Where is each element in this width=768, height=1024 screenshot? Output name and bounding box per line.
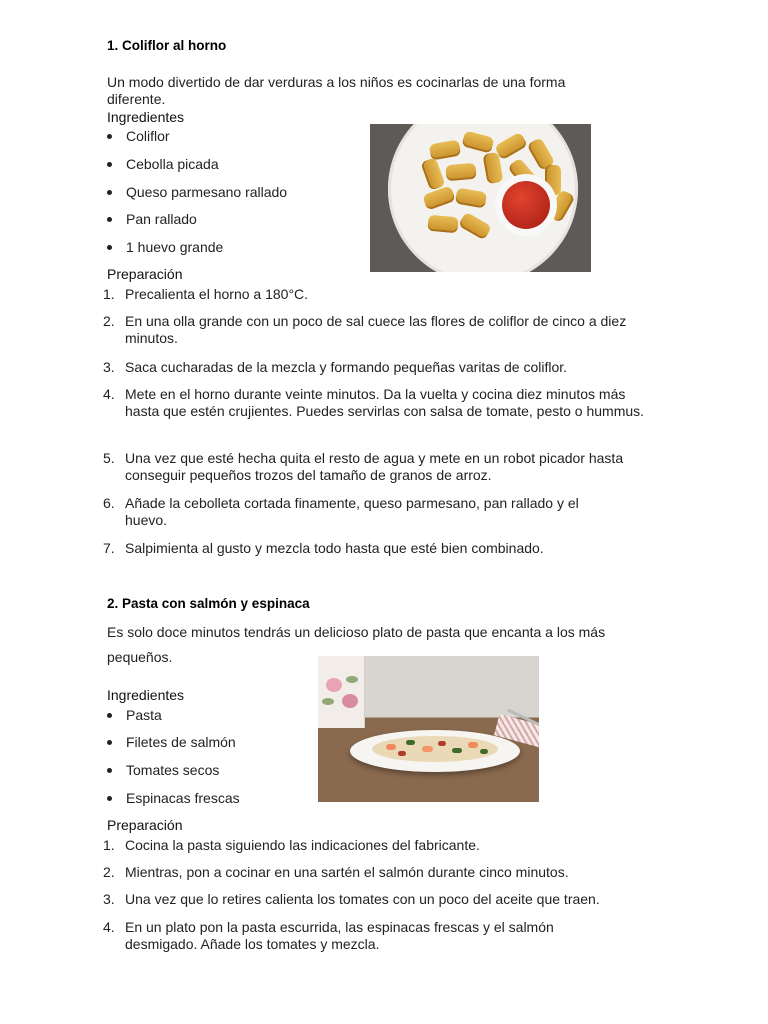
list-item: Queso parmesano rallado <box>126 184 287 200</box>
list-item: Cebolla picada <box>126 156 219 172</box>
list-item: 2. Mientras, pon a cocinar en una sartén el salmón durante cinco minutos. <box>103 864 569 880</box>
list-item: 2. En una olla grande con un poco de sal cuece las flores de coliflor de cinco a diez minutos. <box>103 313 627 346</box>
list-item: 1. Cocina la pasta siguiendo las indicaciones del fabricante. <box>103 837 480 853</box>
recipe1-ingredients-heading: Ingredientes <box>107 109 185 125</box>
list-item: Coliflor <box>126 128 170 144</box>
recipe2-title: 2. Pasta con salmón y espinaca <box>107 596 310 611</box>
list-item: 4. En un plato pon la pasta escurrida, las espinacas frescas y el salmón desmigado. Añade los tomates y mezcla. <box>103 919 554 952</box>
list-item: 7. Salpimienta al gusto y mezcla todo hasta que esté bien combinado. <box>103 540 544 556</box>
recipe2-ingredients-heading: Ingredientes <box>107 687 185 703</box>
recipe2-intro: Es solo doce minutos tendrás un delicioso plato de pasta que encanta a los más pequeños. <box>107 624 606 665</box>
list-item: Espinacas frescas <box>126 790 240 806</box>
recipe1-title: 1. Coliflor al horno <box>107 38 227 53</box>
list-item: 1 huevo grande <box>126 239 223 255</box>
list-item: Pasta <box>126 707 162 723</box>
list-item: 3. Una vez que lo retires calienta los tomates con un poco del aceite que traen. <box>103 891 600 907</box>
list-item: 3. Saca cucharadas de la mezcla y formando pequeñas varitas de coliflor. <box>103 359 568 375</box>
recipe2-preparation-heading: Preparación <box>107 817 183 833</box>
list-item: Tomates secos <box>126 762 219 778</box>
list-item: 5. Una vez que esté hecha quita el resto de agua y mete en un robot picador hasta conseguir pequeños trozos del tamaño de granos de arroz. <box>103 450 624 483</box>
recipe1-preparation-heading: Preparación <box>107 266 183 282</box>
list-item: Pan rallado <box>126 211 197 227</box>
list-item: Filetes de salmón <box>126 734 236 750</box>
salmon-pasta-photo <box>318 656 539 802</box>
recipe1-intro: Un modo divertido de dar verduras a los niños es cocinarlas de una forma diferente. <box>107 74 566 107</box>
list-item: 6. Añade la cebolleta cortada finamente, queso parmesano, pan rallado y el huevo. <box>103 495 579 528</box>
cauliflower-bites-photo <box>370 124 591 272</box>
list-item: 1. Precalienta el horno a 180°C. <box>103 286 309 302</box>
list-item: 4. Mete en el horno durante veinte minutos. Da la vuelta y cocina diez minutos más hasta que estén crujientes. Puedes servirlas con salsa de tomate, pesto o hummus. <box>103 386 645 419</box>
